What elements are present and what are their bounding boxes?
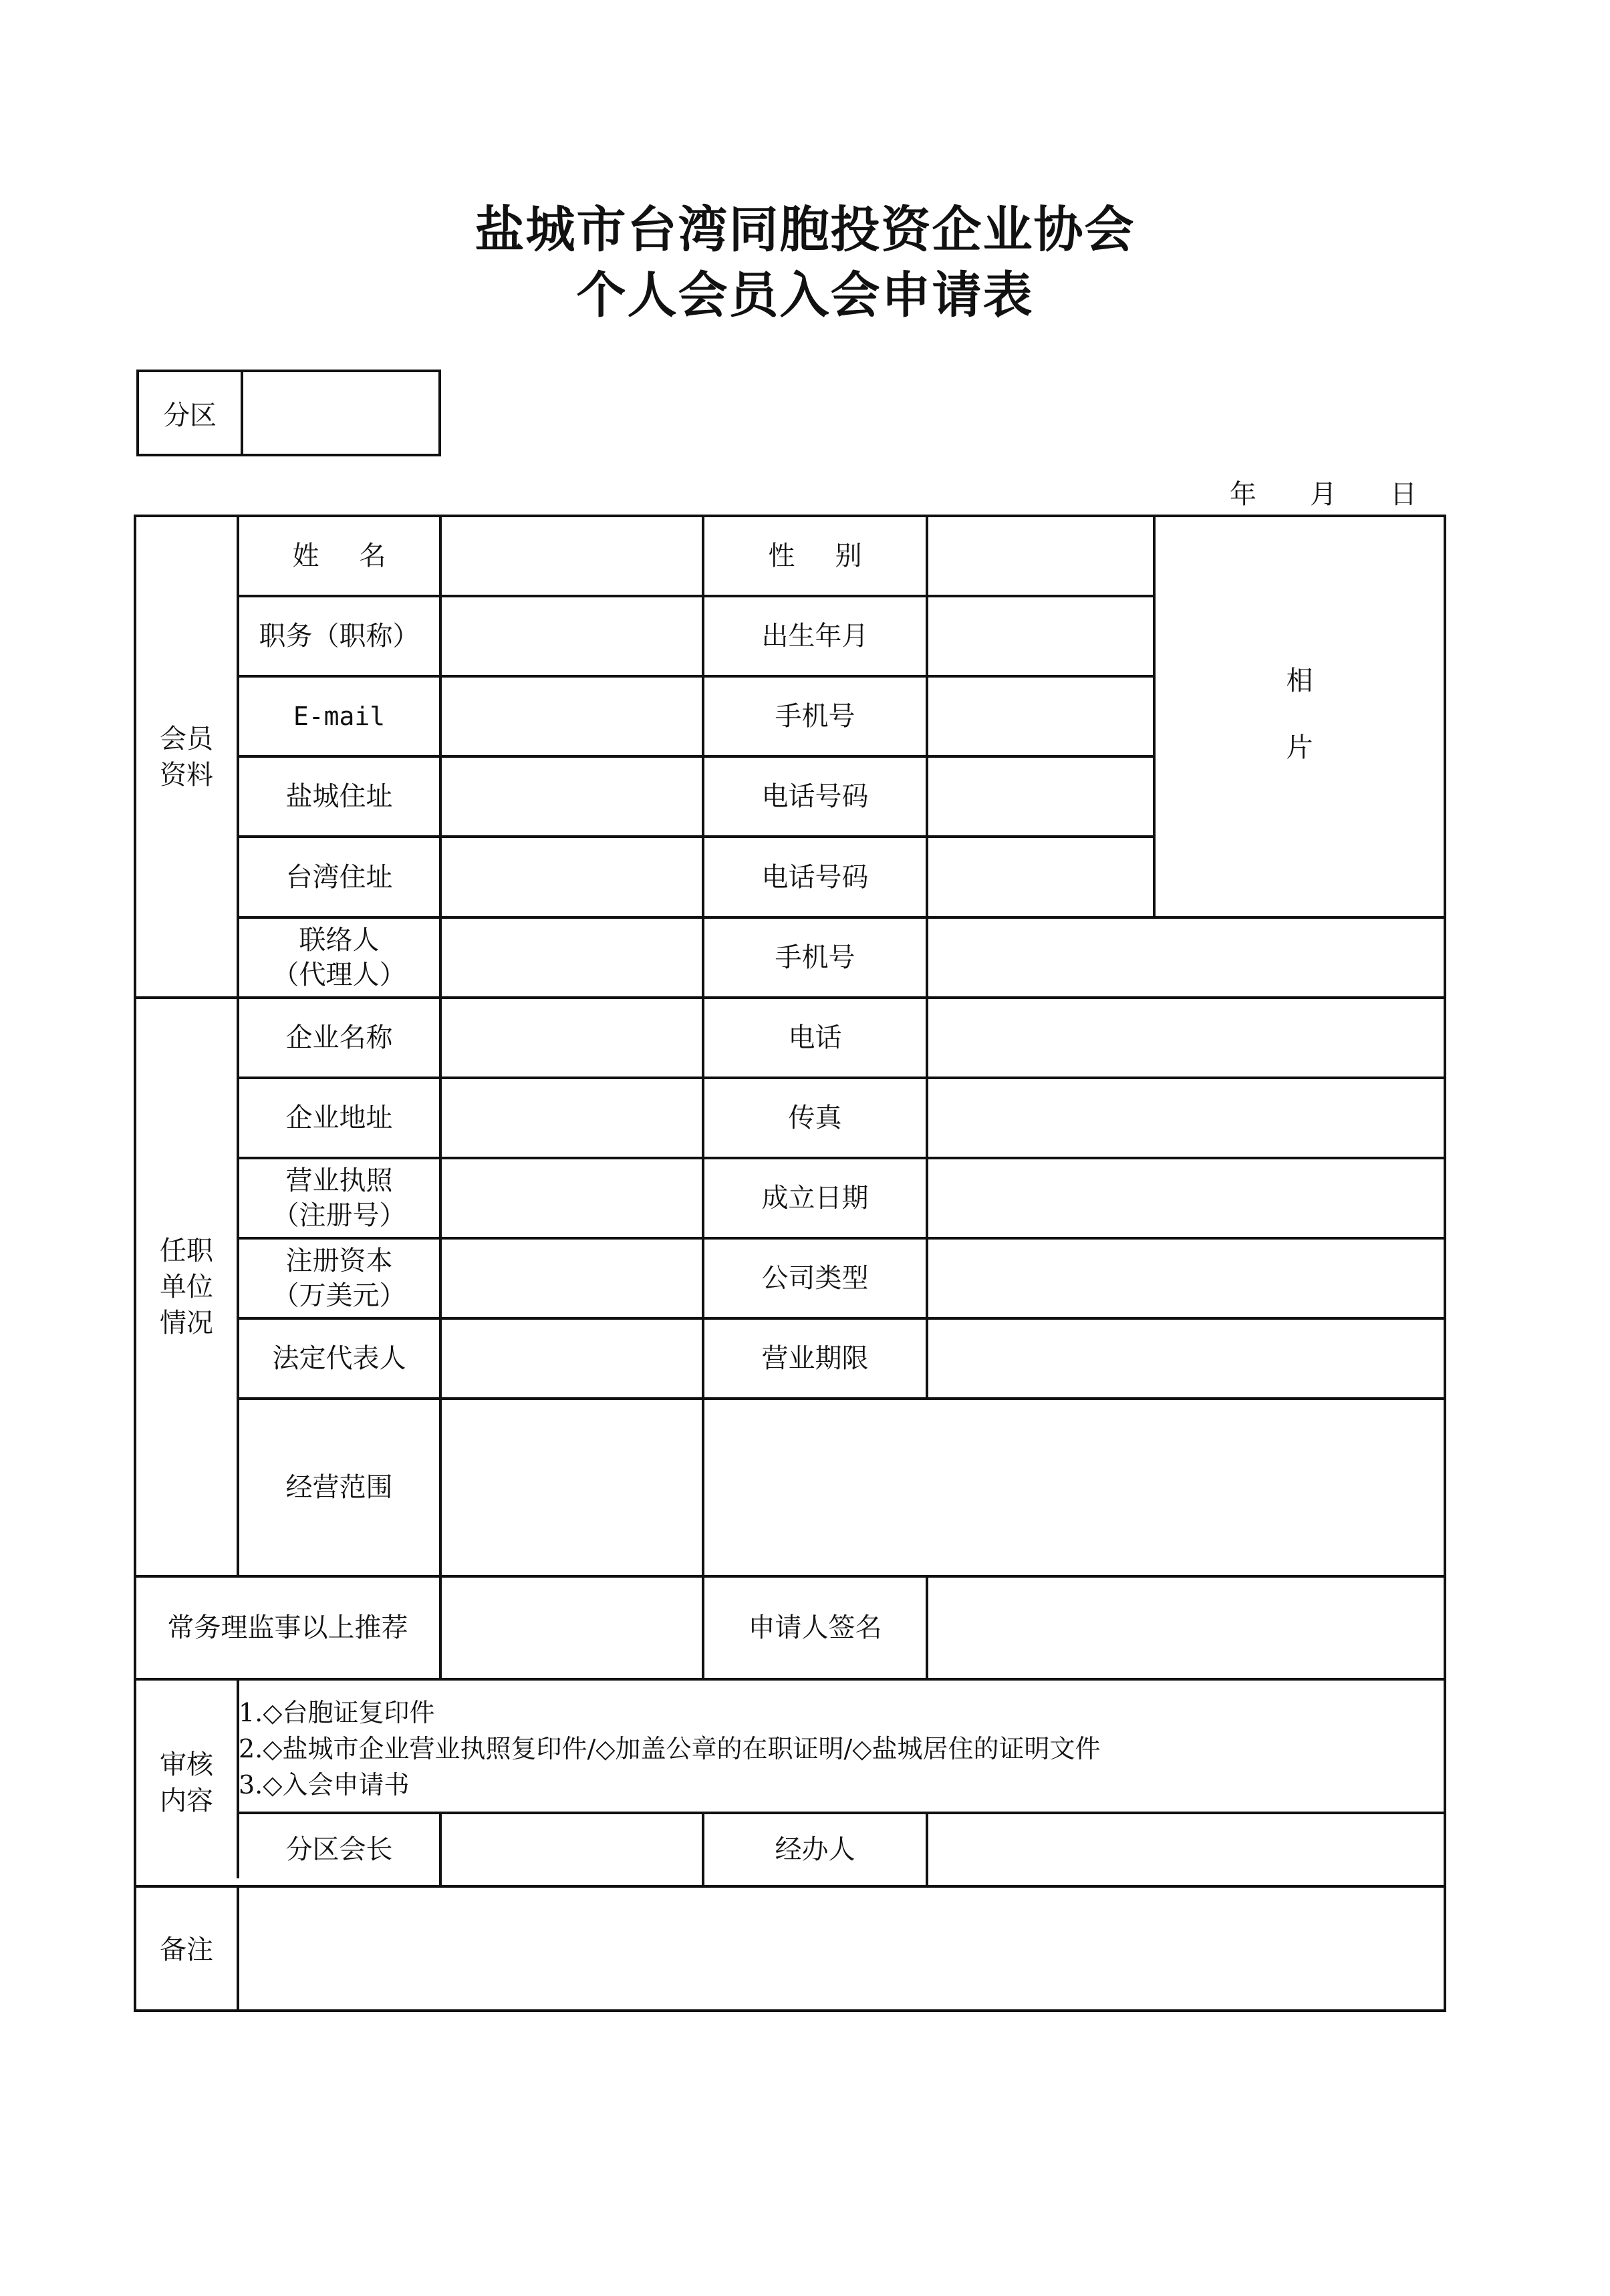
legal-rep-field[interactable] (442, 1320, 702, 1397)
yancheng-address-field[interactable] (442, 758, 702, 835)
phone-label-1: 电话号码 (761, 781, 869, 812)
review-item-1: 1.◇台胞证复印件 (239, 1698, 435, 1727)
contact-label: 联络人 （代理人） (272, 925, 406, 990)
email-label: E-mail (293, 702, 386, 731)
phone-label-2: 电话号码 (761, 861, 869, 893)
signature-field[interactable] (928, 1578, 1444, 1678)
contact-mobile-label: 手机号 (775, 942, 855, 973)
handler-label: 经办人 (775, 1834, 855, 1865)
phone-field-1[interactable] (928, 758, 1153, 835)
fax-field[interactable] (928, 1079, 1444, 1157)
district-head-label: 分区会长 (285, 1834, 393, 1865)
business-scope-label: 经营范围 (285, 1472, 393, 1503)
job-title-label: 职务（职称） (259, 621, 420, 652)
company-tel-field[interactable] (928, 999, 1444, 1077)
phone-field-2[interactable] (928, 838, 1153, 916)
fax-label: 传真 (788, 1103, 842, 1133)
date-year: 年 (1230, 479, 1256, 510)
photo-box[interactable]: 相 片 (1286, 666, 1313, 763)
job-title-field[interactable] (442, 597, 702, 675)
form-title: 盐城市台湾同胞投资企业协会 (475, 201, 1135, 259)
review-section-label: 审核 内容 (160, 1749, 213, 1816)
remarks-field[interactable] (239, 1888, 1444, 2012)
mobile-field[interactable] (928, 678, 1153, 755)
birth-label: 出生年月 (761, 621, 869, 652)
recommend-label: 常务理监事以上推荐 (167, 1612, 408, 1643)
form-subtitle: 个人会员入会申请表 (576, 267, 1034, 324)
contact-field[interactable] (442, 919, 702, 996)
district-label: 分区 (139, 372, 243, 454)
company-name-field[interactable] (442, 999, 702, 1077)
recommend-field[interactable] (442, 1578, 702, 1678)
company-address-field[interactable] (442, 1079, 702, 1157)
business-scope-field[interactable] (442, 1400, 1444, 1575)
contact-mobile-field[interactable] (928, 919, 1444, 996)
yancheng-address-label: 盐城住址 (285, 781, 393, 812)
license-field[interactable] (442, 1159, 702, 1237)
remarks-label: 备注 (160, 1934, 213, 1965)
review-items (239, 1695, 1442, 1803)
gender-field[interactable] (928, 517, 1153, 595)
taiwan-address-field[interactable] (442, 838, 702, 916)
license-label: 营业执照 （注册号） (272, 1165, 406, 1231)
founded-label: 成立日期 (761, 1183, 869, 1213)
district-head-field[interactable] (442, 1814, 702, 1885)
company-type-label: 公司类型 (761, 1263, 869, 1294)
signature-label: 申请人签名 (748, 1612, 882, 1643)
founded-field[interactable] (928, 1159, 1444, 1237)
legal-rep-label: 法定代表人 (272, 1343, 406, 1374)
company-type-field[interactable] (928, 1240, 1444, 1317)
gender-label: 性别 (768, 541, 902, 571)
email-field[interactable] (442, 678, 702, 755)
company-section-label: 任职 单位 情况 (160, 1236, 213, 1338)
review-item-2: 2.◇盐城市企业营业执照复印件/◇加盖公章的在职证明/◇盐城居住的证明文件 (239, 1734, 1101, 1763)
section-line-review (134, 1678, 1446, 1681)
handler-field[interactable] (928, 1814, 1444, 1885)
date-day: 日 (1390, 479, 1417, 510)
company-tel-label: 电话 (788, 1022, 842, 1053)
review-item-3: 3.◇入会申请书 (239, 1770, 410, 1800)
name-field[interactable] (442, 517, 702, 595)
company-name-label: 企业名称 (285, 1022, 393, 1053)
capital-field[interactable] (442, 1240, 702, 1317)
name-label: 姓名 (292, 541, 426, 571)
taiwan-address-label: 台湾住址 (285, 861, 393, 893)
date-month: 月 (1310, 479, 1337, 510)
business-term-field[interactable] (928, 1320, 1444, 1397)
birth-field[interactable] (928, 597, 1153, 675)
member-section-label: 会员 资料 (160, 723, 213, 791)
company-address-label: 企业地址 (285, 1103, 393, 1133)
mobile-label: 手机号 (775, 701, 855, 732)
capital-label: 注册资本 （万美元） (272, 1246, 406, 1311)
business-term-label: 营业期限 (761, 1343, 869, 1374)
